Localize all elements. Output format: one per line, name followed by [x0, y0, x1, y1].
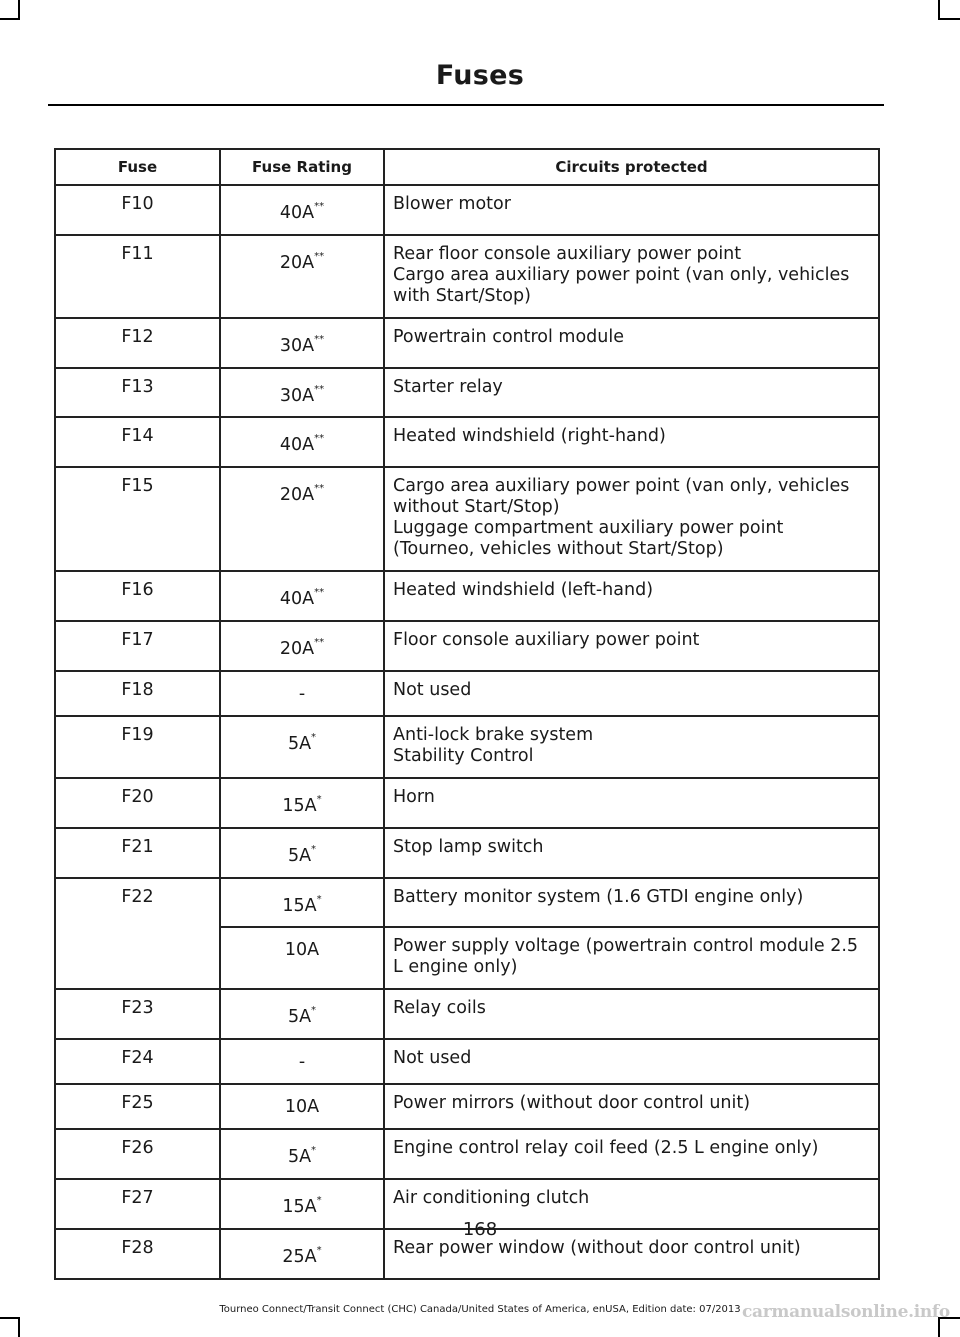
circuit-description: Starter relay — [393, 376, 503, 397]
footnote-mark: ** — [314, 333, 325, 345]
circuits-cell — [384, 1129, 879, 1179]
footer-text: Tourneo Connect/Transit Connect (CHC) Canada/United States of America, enUSA, Edition date: 07/2013 — [219, 1304, 741, 1315]
table-header-row — [55, 149, 879, 185]
table-row — [55, 716, 879, 778]
fuse-rating-cell — [220, 318, 384, 368]
table-row — [55, 1084, 879, 1129]
fuse-rating-cell — [220, 927, 384, 989]
header-fuse: Fuse — [55, 149, 220, 185]
fuse-rating-value: 20A — [279, 485, 315, 506]
table-row — [55, 1039, 879, 1084]
circuit-description: Cargo area auxiliary power point (van only, vehicles with Start/Stop) — [393, 264, 850, 306]
fuse-id-cell: F17 — [55, 621, 220, 671]
fuse-id-cell: F28 — [55, 1229, 220, 1279]
fuse-rating-value: 30A — [279, 385, 315, 406]
fuse-id-cell: F26 — [55, 1129, 220, 1179]
fuse-rating-value: 15A — [282, 895, 317, 916]
fuse-rating-value: 5A — [287, 845, 312, 866]
fuse-rating-value: 30A — [279, 335, 315, 356]
title-rule — [48, 104, 884, 106]
circuits-cell — [384, 185, 879, 235]
circuit-description: Engine control relay coil feed (2.5 L engine only) — [393, 1138, 819, 1159]
table-row — [55, 828, 879, 878]
circuits-cell — [384, 621, 879, 671]
circuit-description: Rear floor console auxiliary power point — [393, 243, 742, 264]
fuse-rating-value: 20A — [279, 638, 315, 659]
circuit-description: Rear power window (without door control unit) — [393, 1237, 801, 1258]
fuse-rating-value: 10A — [284, 940, 320, 961]
watermark: carmanualsonline.info — [742, 1302, 950, 1322]
footnote-mark: * — [311, 1005, 317, 1017]
fuse-id-cell: F13 — [55, 368, 220, 418]
fuse-id-cell: F22 — [55, 878, 220, 990]
footnote-mark: ** — [314, 433, 325, 445]
table-row — [55, 318, 879, 368]
fuse-rating-value: 15A — [282, 795, 317, 816]
footnote-mark: * — [316, 893, 322, 905]
footnote-mark: * — [316, 1195, 322, 1207]
circuit-description: Power mirrors (without door control unit) — [393, 1093, 751, 1114]
circuits-cell — [384, 571, 879, 621]
footnote-mark: * — [316, 793, 322, 805]
fuse-id-cell: F19 — [55, 716, 220, 778]
fuse-rating-cell — [220, 621, 384, 671]
fuse-id-cell: F16 — [55, 571, 220, 621]
circuits-cell — [384, 878, 879, 928]
table-row — [55, 878, 879, 928]
table-row — [55, 621, 879, 671]
footnote-mark: * — [311, 731, 317, 743]
fuse-rating-value: 20A — [279, 252, 315, 273]
footnote-mark: * — [311, 843, 317, 855]
crop-mark — [938, 0, 940, 20]
circuits-cell — [384, 1039, 879, 1084]
fuse-rating-cell — [220, 1039, 384, 1084]
section-title: Fuses — [435, 60, 525, 91]
fuse-rating-value: - — [298, 1052, 306, 1073]
fuse-id-cell: F21 — [55, 828, 220, 878]
fuse-id-cell: F14 — [55, 417, 220, 467]
circuit-description: Air conditioning clutch — [393, 1188, 590, 1209]
circuit-description: Not used — [393, 1048, 472, 1069]
fuse-id-cell: F27 — [55, 1179, 220, 1229]
fuse-rating-value: 10A — [284, 1097, 320, 1118]
fuse-rating-cell — [220, 716, 384, 778]
table-row — [55, 778, 879, 828]
circuit-description: Anti-lock brake system — [393, 724, 594, 745]
fuse-rating-cell — [220, 828, 384, 878]
fuse-rating-cell — [220, 989, 384, 1039]
crop-mark — [18, 0, 20, 20]
table-row — [55, 467, 879, 571]
circuit-description: Blower motor — [393, 194, 511, 214]
circuit-description: Not used — [393, 679, 472, 700]
fuse-id-cell: F18 — [55, 671, 220, 716]
circuits-cell — [384, 318, 879, 368]
circuits-cell — [384, 778, 879, 828]
table-body — [55, 185, 879, 1279]
circuits-cell — [384, 467, 879, 571]
circuit-description: Heated windshield (left-hand) — [393, 580, 654, 601]
circuit-description: Relay coils — [393, 998, 486, 1019]
fuse-id-cell: F23 — [55, 989, 220, 1039]
fuse-rating-cell — [220, 467, 384, 571]
fuse-id-cell: F25 — [55, 1084, 220, 1129]
fuse-rating-value: 40A — [279, 435, 315, 456]
circuit-description: Heated windshield (right-hand) — [393, 426, 666, 447]
table-row — [55, 235, 879, 318]
circuit-description: Cargo area auxiliary power point (van only, vehicles without Start/Stop) — [393, 476, 850, 518]
fuse-rating-cell — [220, 185, 384, 235]
fuse-rating-cell — [220, 235, 384, 318]
fuse-rating-cell — [220, 878, 384, 928]
circuits-cell — [384, 368, 879, 418]
fuse-id-cell: F12 — [55, 318, 220, 368]
circuit-description: Power supply voltage (powertrain control module 2.5 L engine only) — [393, 936, 859, 978]
fuse-id-cell: F11 — [55, 235, 220, 318]
table-row — [55, 368, 879, 418]
footnote-mark: ** — [314, 250, 325, 262]
fuse-rating-cell — [220, 671, 384, 716]
circuits-cell — [384, 235, 879, 318]
footnote-mark: * — [311, 1145, 317, 1157]
circuits-cell — [384, 989, 879, 1039]
circuits-cell — [384, 828, 879, 878]
fuse-rating-value: 25A — [282, 1246, 317, 1267]
fuse-rating-value: 5A — [287, 733, 312, 754]
header-fuse-rating: Fuse Rating — [220, 149, 384, 185]
fuse-rating-cell — [220, 417, 384, 467]
table-row — [55, 185, 879, 235]
footnote-mark: ** — [314, 201, 325, 212]
circuit-description: Stability Control — [393, 745, 534, 766]
table-row — [55, 1129, 879, 1179]
crop-mark — [18, 1317, 20, 1337]
fuse-id-cell: F20 — [55, 778, 220, 828]
crop-mark — [940, 18, 960, 20]
circuits-cell — [384, 716, 879, 778]
fuse-rating-cell — [220, 1084, 384, 1129]
fuse-rating-value: - — [298, 683, 306, 704]
circuit-description: Stop lamp switch — [393, 836, 544, 857]
footnote-mark: ** — [314, 383, 325, 395]
crop-mark — [0, 1317, 20, 1319]
fuse-id-cell: F15 — [55, 467, 220, 571]
fuse-rating-value: 5A — [287, 1007, 312, 1028]
footnote-mark: ** — [314, 587, 325, 599]
footnote-mark: ** — [314, 483, 325, 495]
fuse-rating-value: 40A — [279, 202, 315, 223]
fuse-rating-value: 40A — [279, 589, 315, 610]
table-row — [55, 571, 879, 621]
circuits-cell — [384, 671, 879, 716]
fuse-rating-value: 5A — [287, 1147, 312, 1168]
circuit-description: Powertrain control module — [393, 326, 625, 347]
table-row — [55, 671, 879, 716]
footnote-mark: * — [316, 1244, 322, 1256]
fuse-rating-cell — [220, 1129, 384, 1179]
page-number: 168 — [462, 1219, 498, 1240]
fuse-rating-cell — [220, 571, 384, 621]
fuse-id-cell: F10 — [55, 185, 220, 235]
circuits-cell — [384, 927, 879, 989]
circuits-cell — [384, 417, 879, 467]
fuse-id-cell: F24 — [55, 1039, 220, 1084]
header-circuits-protected: Circuits protected — [384, 149, 879, 185]
crop-mark — [0, 18, 20, 20]
fuse-table — [54, 148, 880, 1280]
circuits-cell — [384, 1084, 879, 1129]
table-row — [55, 989, 879, 1039]
table-row — [55, 417, 879, 467]
footnote-mark: ** — [314, 637, 325, 649]
circuit-description: Horn — [393, 786, 435, 807]
circuit-description: Floor console auxiliary power point — [393, 630, 700, 651]
fuse-rating-cell — [220, 778, 384, 828]
circuit-description: Battery monitor system (1.6 GTDI engine only) — [393, 886, 804, 907]
circuit-description: Luggage compartment auxiliary power point (Tourneo, vehicles without Start/Stop) — [393, 518, 784, 560]
fuse-rating-cell — [220, 368, 384, 418]
fuse-rating-value: 15A — [282, 1196, 317, 1217]
